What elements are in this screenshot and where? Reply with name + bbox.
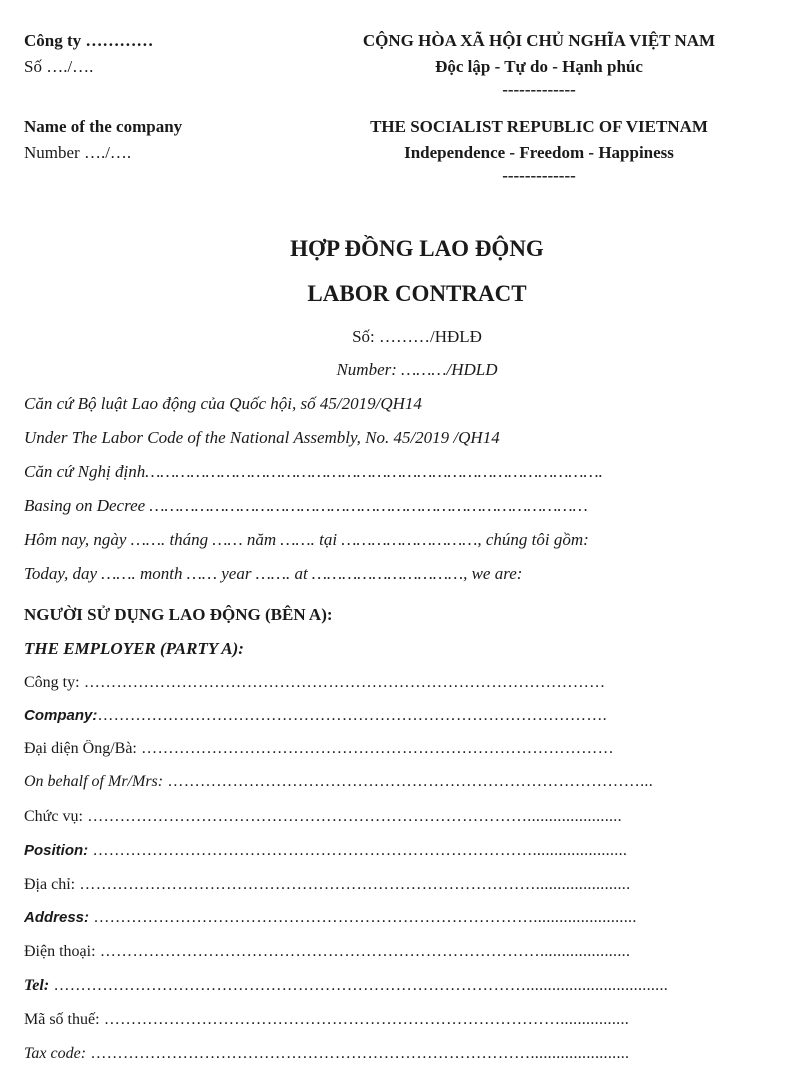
national-motto-en: Independence - Freedom - Happiness	[404, 143, 674, 162]
field-position-vi	[24, 808, 784, 826]
field-phone-en	[24, 977, 784, 995]
company-placeholder-vi: Công ty …………	[24, 31, 154, 50]
separator-vi: -------------	[502, 80, 576, 99]
field-phone-vi	[24, 943, 784, 961]
field-tax-code-vi	[24, 1011, 784, 1029]
party-a-heading-en: THE EMPLOYER (PARTY A):	[24, 639, 244, 658]
fill-in-dots: ………………………………………………………………………......................	[88, 842, 628, 859]
decree-basis-en: Basing on Decree ……………………………………………………………………………	[24, 496, 588, 515]
contract-number-en: Number: ………/HDLD	[336, 360, 498, 379]
field-representative-vi	[24, 740, 784, 758]
field-tax-code-en	[24, 1045, 784, 1063]
contract-number-vi: Số: ………/HĐLĐ	[352, 327, 482, 346]
field-label: Điện thoại:	[24, 943, 96, 960]
fill-in-dots: ……………………………………………………………………………...	[163, 773, 654, 790]
field-representative-en	[24, 773, 784, 791]
field-label: Tel:	[24, 977, 50, 994]
fill-in-dots: ………………………………………………………………………......................	[82, 808, 622, 825]
field-label: Đại diện Ông/Bà:	[24, 740, 137, 757]
field-label: On behalf of Mr/Mrs:	[24, 773, 164, 790]
field-label: Chức vụ:	[24, 808, 83, 825]
labor-code-basis-en: Under The Labor Code of the National Assembly, No. 45/2019 /QH14	[24, 428, 500, 447]
fill-in-dots: ………………………………………………………………………........................	[89, 909, 637, 926]
separator-en: -------------	[502, 166, 576, 185]
field-address-vi	[24, 876, 784, 894]
fill-in-dots: ……………………………………………………………………………………	[79, 674, 606, 691]
fill-in-dots: ……………………………………………………………………….....................	[95, 943, 631, 960]
decree-basis-vi: Căn cứ Nghị định……………………………………………………………………………….	[24, 462, 603, 481]
field-company-en	[24, 707, 784, 725]
date-place-en: Today, day ……. month …… year ……. at …………………………, we are:	[24, 564, 523, 583]
fill-in-dots: ………………………………………………………………………………….	[97, 707, 607, 724]
contract-title-vi: HỢP ĐỒNG LAO ĐỘNG	[290, 236, 544, 261]
fill-in-dots: ……………………………………………………………………….......................	[86, 1045, 630, 1062]
national-motto-vi: Độc lập - Tự do - Hạnh phúc	[435, 57, 643, 76]
field-position-en	[24, 842, 784, 860]
field-label: Công ty:	[24, 674, 80, 691]
field-company-vi	[24, 674, 784, 692]
party-a-heading-vi: NGƯỜI SỬ DỤNG LAO ĐỘNG (BÊN A):	[24, 605, 333, 624]
document-number-en: Number …./….	[24, 143, 132, 162]
fill-in-dots: ……………………………………………………………………………	[136, 740, 614, 757]
field-label: Company:	[24, 707, 98, 724]
company-placeholder-en: Name of the company	[24, 117, 183, 136]
date-place-vi: Hôm nay, ngày ……. tháng …… năm ……. tại ………………………, chúng tôi gồm:	[24, 530, 589, 549]
fill-in-dots: …………………………………………………………………………….................................	[49, 977, 669, 994]
fill-in-dots: …………………………………………………………………………......................	[75, 876, 631, 893]
field-label: Địa chỉ:	[24, 876, 76, 893]
field-label: Mã số thuế:	[24, 1011, 100, 1028]
labor-code-basis-vi: Căn cứ Bộ luật Lao động của Quốc hội, số 45/2019/QH14	[24, 394, 422, 413]
fill-in-dots: …………………………………………………………………………................	[99, 1011, 630, 1028]
document-number-vi: Số …./….	[24, 57, 94, 76]
field-address-en	[24, 909, 784, 927]
country-name-en: THE SOCIALIST REPUBLIC OF VIETNAM	[370, 117, 708, 136]
field-label: Tax code:	[24, 1045, 87, 1062]
country-name-vi: CỘNG HÒA XÃ HỘI CHỦ NGHĨA VIỆT NAM	[362, 31, 716, 50]
field-label: Address:	[24, 909, 90, 926]
field-label: Position:	[24, 842, 89, 859]
contract-title-en: LABOR CONTRACT	[307, 281, 527, 306]
